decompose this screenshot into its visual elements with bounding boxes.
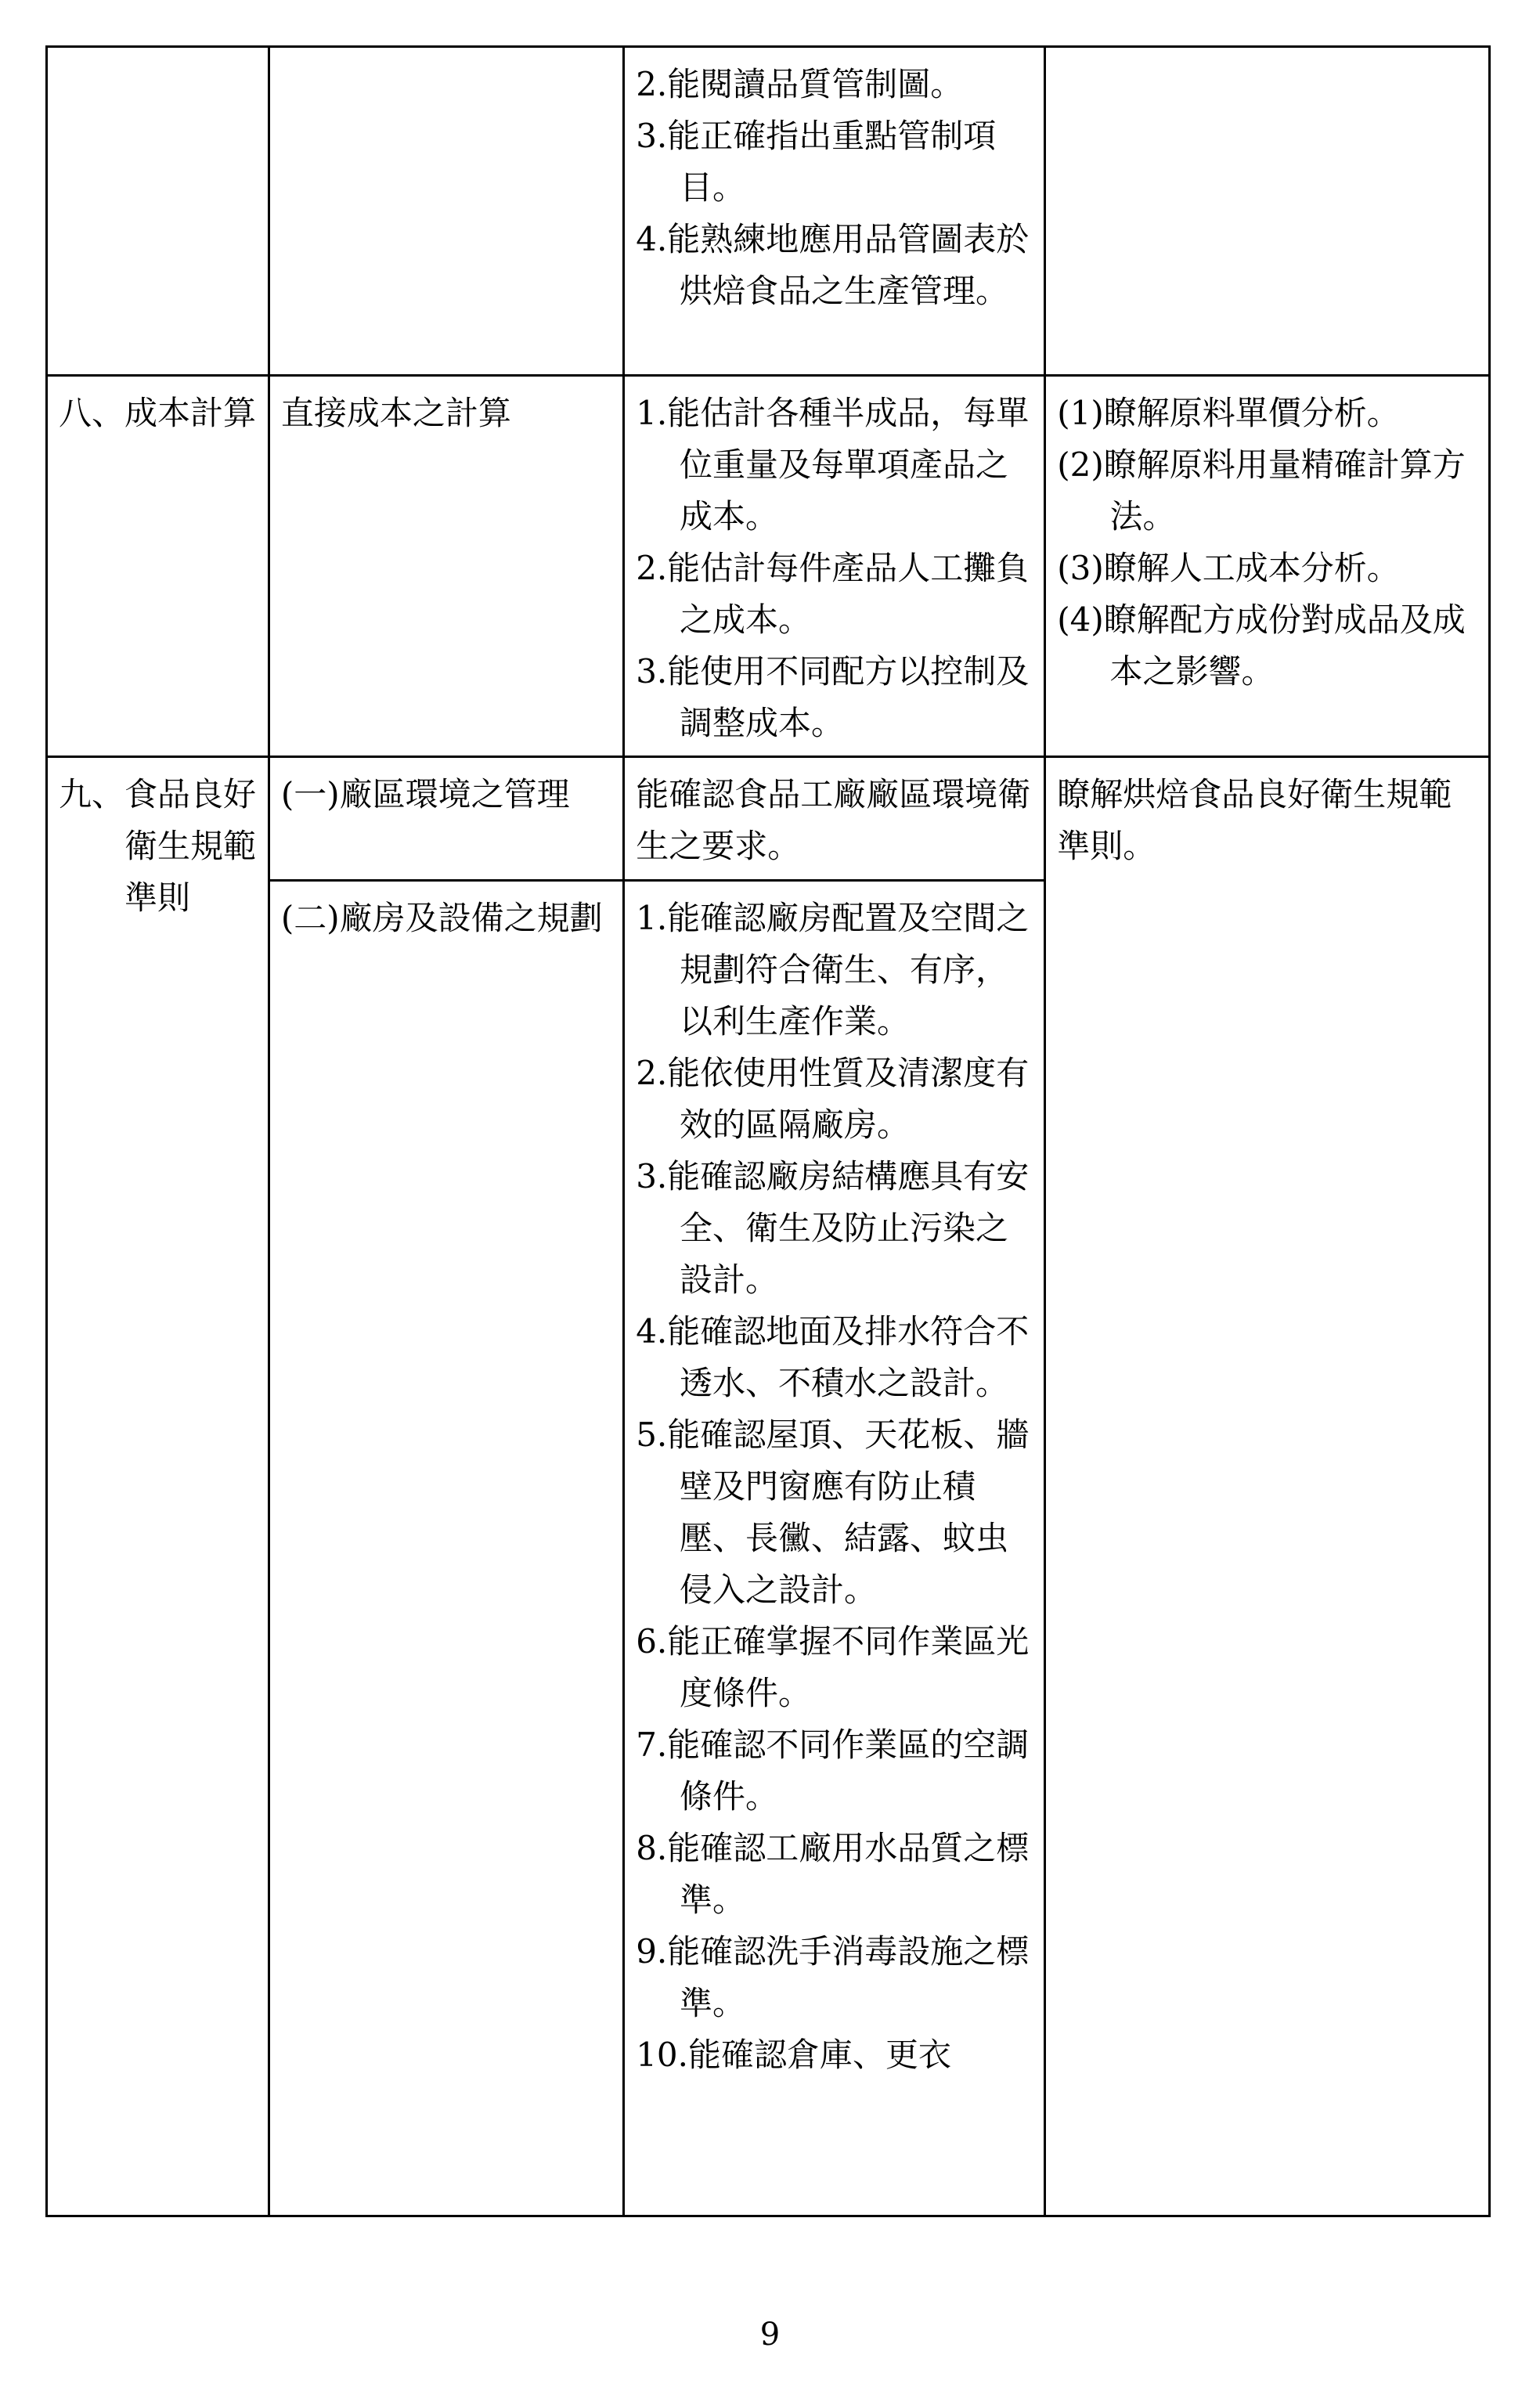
objectives-cell [624,757,1045,881]
content-cell [269,376,623,757]
content-cell [269,757,623,881]
objective-item: 3.能正確指出重點管制項目。 [636,117,997,207]
note-item: (4)瞭解配方成份對成品及成本之影響。 [1057,600,1466,691]
note-item: (1)瞭解原料單價分析。 [1057,394,1400,432]
syllabus-table [45,45,1491,2217]
content-label: (一)廠區環境之管理 [280,775,570,813]
objectives-cell [624,881,1045,2216]
content-cell [269,47,623,376]
notes-cell [1045,47,1490,376]
page-number: 9 [759,2317,781,2353]
content-label: 直接成本之計算 [280,394,511,432]
objective-item: 5.能確認屋頂、天花板、牆壁及門窗應有防止積壓、長黴、結露、蚊虫侵入之設計。 [636,1415,1030,1609]
notes-cell [1045,757,1490,2216]
objective-item: 3.能使用不同配方以控制及調整成本。 [636,652,1030,742]
notes-cell [1045,376,1490,757]
table-row [47,757,1490,881]
objective-item: 6.能正確掌握不同作業區光度條件。 [636,1622,1030,1712]
objective-item: 2.能依使用性質及清潔度有效的區隔廠房。 [636,1054,1030,1144]
content-label: (二)廠房及設備之規劃 [280,899,603,937]
topic-cell [47,757,269,2216]
topic-label: 八、成本計算 [59,394,257,432]
objective-item: 10.能確認倉庫、更衣 [636,2036,951,2074]
objective-item: 1.能確認廠房配置及空間之規劃符合衛生、有序，以利生產作業。 [636,899,1030,1040]
objective-item: 4.能確認地面及排水符合不透水、不積水之設計。 [636,1312,1030,1402]
note-item: (2)瞭解原料用量精確計算方法。 [1057,445,1466,536]
objective-item: 3.能確認廠房結構應具有安全、衛生及防止污染之設計。 [636,1157,1030,1299]
table-row [47,376,1490,757]
content-cell [269,881,623,2216]
objective-item: 能確認食品工廠廠區環境衛生之要求。 [636,775,1031,865]
objective-item: 4.能熟練地應用品管圖表於烘焙食品之生產管理。 [636,220,1030,310]
objective-item: 8.能確認工廠用水品質之標準。 [636,1829,1030,1919]
objectives-cell [624,47,1045,376]
topic-label: 九、食品良好衛生規範準則 [59,775,257,917]
note-item: (3)瞭解人工成本分析。 [1057,549,1400,587]
objective-item: 1.能估計各種半成品，每單位重量及每單項產品之成本。 [636,394,1030,536]
note-item: 瞭解烘焙食品良好衛生規範準則。 [1057,775,1452,865]
objective-item: 2.能估計每件產品人工攤負之成本。 [636,549,1030,639]
topic-cell [47,47,269,376]
topic-cell [47,376,269,757]
objective-item: 7.能確認不同作業區的空調條件。 [636,1726,1030,1816]
objective-item: 2.能閱讀品質管制圖。 [636,65,964,103]
table-row [47,47,1490,376]
objective-item: 9.能確認洗手消毒設施之標準。 [636,1932,1030,2022]
objectives-cell [624,376,1045,757]
